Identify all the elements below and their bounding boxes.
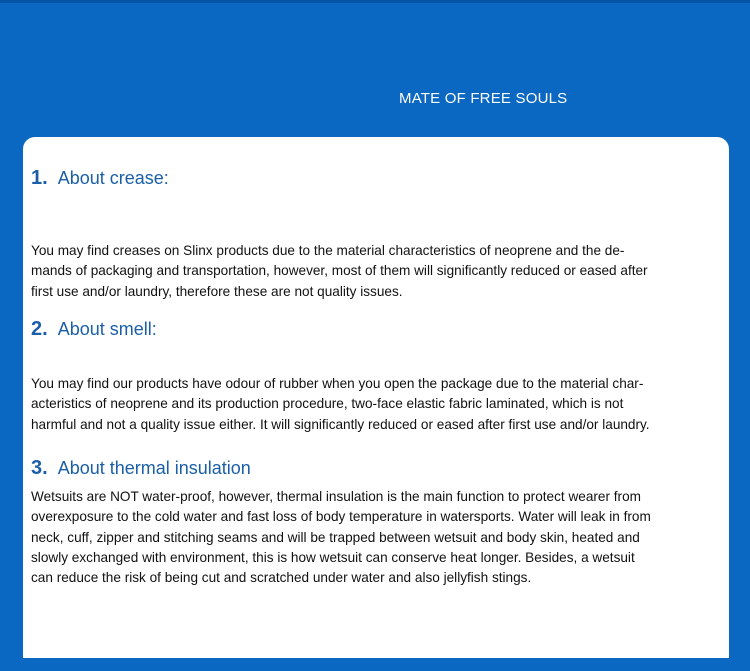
text-line: neck, cuff, zipper and stitching seams and will be trapped between wetsuit and body skin, heated and	[31, 529, 640, 545]
section-number: 3.	[31, 457, 48, 479]
text-line: can reduce the risk of being cut and scratched under water and also jellyfish stings.	[31, 570, 532, 586]
text-line: harmful and not a quality issue either. It will significantly reduced or eased after first use and/or laundry.	[31, 416, 650, 432]
section-text-crease	[31, 241, 729, 302]
text-line: overexposure to the cold water and fast loss of body temperature in watersports. Water will leak in from	[31, 509, 651, 525]
text-line: acteristics of neoprene and its production procedure, two-face elastic fabric laminated, which is not	[31, 396, 624, 412]
section-title: About crease:	[57, 168, 169, 188]
section-text-smell	[31, 374, 729, 435]
section-number: 1.	[31, 167, 48, 189]
top-border	[0, 0, 750, 3]
text-line: Wetsuits are NOT water-proof, however, thermal insulation is the main function to protect wearer from	[31, 489, 641, 504]
text-line: first use and/or laundry, therefore these are not quality issues.	[31, 283, 403, 299]
content-panel	[23, 137, 729, 658]
section-heading-thermal	[31, 457, 251, 480]
section-number: 2.	[31, 318, 48, 340]
brand-title: MATE OF FREE SOULS	[399, 90, 568, 107]
text-line: You may find our products have odour of rubber when you open the package due to the material char-	[31, 376, 644, 391]
section-text-thermal	[31, 487, 729, 588]
text-line: slowly exchanged with environment, this is how wetsuit can conserve heat longer. Besides, a wetsuit	[31, 549, 635, 565]
section-heading-smell	[31, 318, 157, 341]
bottom-border	[0, 658, 750, 671]
text-line: You may find creases on Slinx products due to the material characteristics of neoprene and the de-	[31, 243, 625, 258]
text-line: mands of packaging and transportation, however, most of them will significantly reduced or eased after	[31, 263, 648, 279]
section-heading-crease	[31, 167, 169, 190]
section-title: About thermal insulation	[57, 458, 251, 478]
section-title: About smell:	[57, 319, 157, 339]
